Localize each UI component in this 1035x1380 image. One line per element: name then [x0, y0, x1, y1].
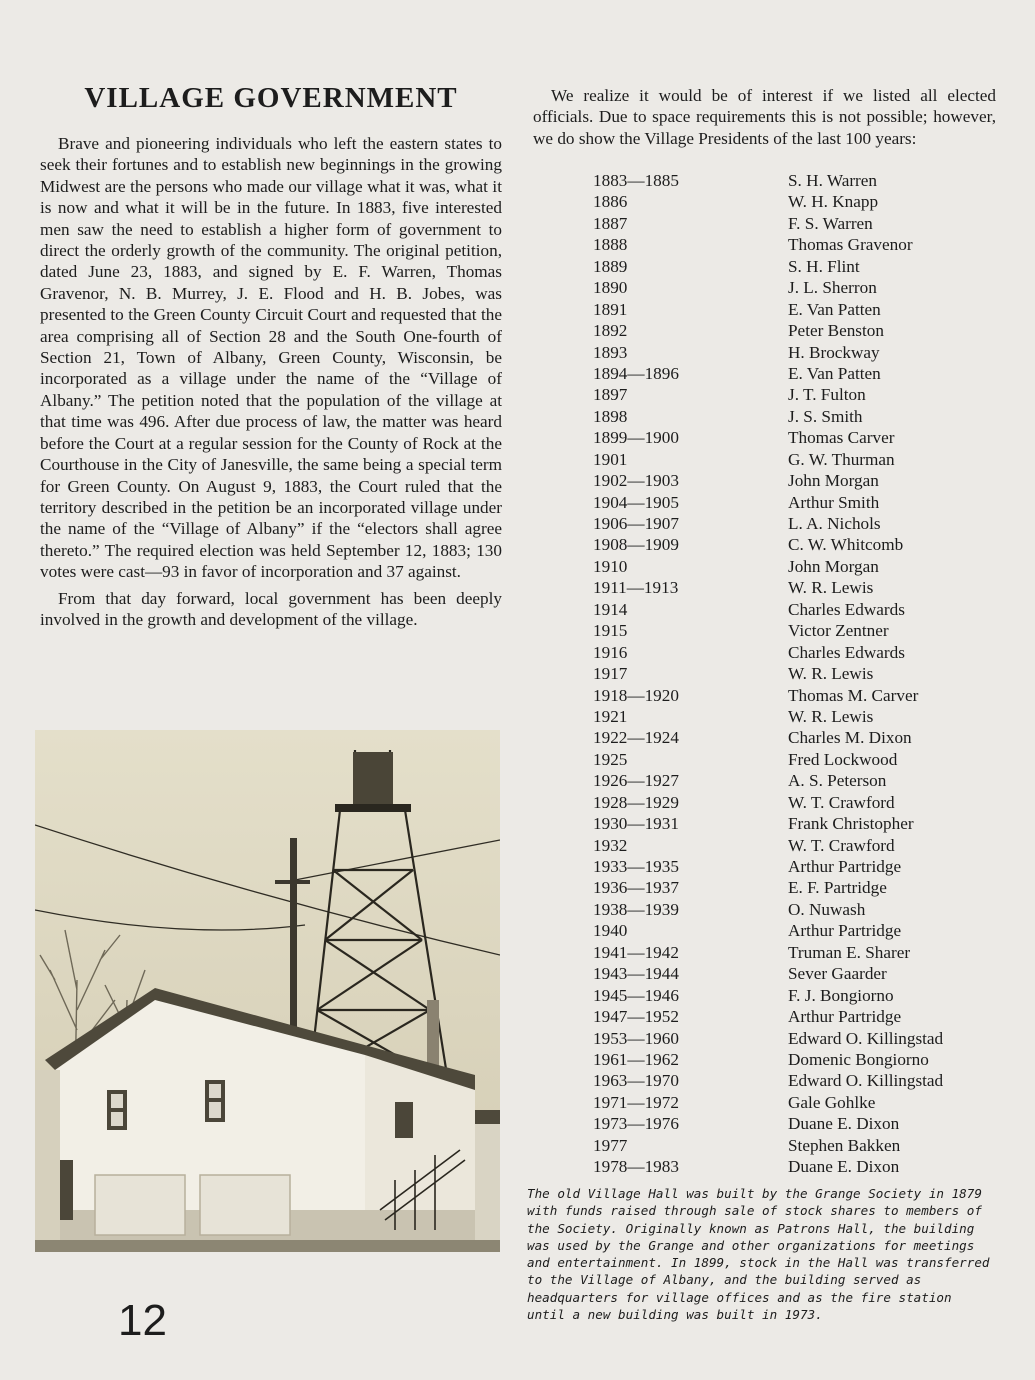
president-name: W. T. Crawford [788, 835, 895, 855]
president-row [593, 1006, 993, 1027]
president-name: A. S. Peterson [788, 771, 887, 791]
president-years: 1971—1972 [593, 1092, 679, 1112]
president-years: 1898 [593, 406, 628, 426]
president-years: 1953—1960 [593, 1028, 679, 1048]
presidents-intro [533, 85, 996, 149]
president-row [593, 256, 993, 277]
president-years: 1941—1942 [593, 942, 679, 962]
president-years: 1940 [593, 921, 628, 941]
president-name: Arthur Partridge [788, 1007, 902, 1027]
president-row [593, 1070, 993, 1091]
president-name: Charles Edwards [788, 642, 905, 662]
president-name: W. R. Lewis [788, 578, 874, 598]
president-years: 1915 [593, 621, 628, 641]
president-years: 1926—1927 [593, 771, 679, 791]
president-row [593, 899, 993, 920]
president-name: W. R. Lewis [788, 664, 874, 684]
president-years: 1883—1885 [593, 171, 679, 190]
page-title: VILLAGE GOVERNMENT [84, 82, 458, 114]
president-row [593, 706, 993, 727]
president-years: 1917 [593, 664, 628, 684]
president-years: 1891 [593, 299, 628, 319]
president-years: 1977 [593, 1135, 628, 1155]
president-name: Frank Christopher [788, 814, 914, 834]
president-years: 1916 [593, 642, 628, 662]
president-name: E. F. Partridge [788, 878, 887, 898]
president-row [593, 727, 993, 748]
president-row [593, 513, 993, 534]
president-row [593, 642, 993, 663]
president-row [593, 1113, 993, 1134]
president-years: 1938—1939 [593, 899, 679, 919]
president-years: 1930—1931 [593, 814, 679, 834]
president-name: W. R. Lewis [788, 706, 874, 726]
page-number: 12 [118, 1296, 167, 1345]
caption-text: The old Village Hall was built by the Grange Society in 1879 with funds raised through sale of stock shares to members of the Society. Originally known as Patrons Hall, the building was used by the Grange and other organizations for meetings and entertainment. In 1899, stock in the Hall was transferred to the Village of Albany, and the building served as headquarters for village offices and as the fire station until a new building was built in 1973. [527, 1186, 990, 1323]
president-name: S. H. Warren [788, 171, 877, 190]
president-years: 1886 [593, 192, 628, 212]
president-years: 1922—1924 [593, 728, 679, 748]
president-years: 1914 [593, 599, 628, 619]
president-name: Charles M. Dixon [788, 728, 912, 748]
president-name: Domenic Bongiorno [788, 1049, 929, 1069]
president-years: 1932 [593, 835, 628, 855]
intro-paragraph: We realize it would be of interest if we listed all elected officials. Due to space requirements this is not possible; however, we do show the Village Presidents of the last 100 years: [533, 86, 996, 148]
history-paragraph: From that day forward, local government has been deeply involved in the growth and development of the village. [40, 588, 502, 629]
village-hall-photo [35, 730, 500, 1252]
president-name: H. Brockway [788, 342, 880, 362]
president-row [593, 277, 993, 298]
president-years: 1897 [593, 385, 628, 405]
president-name: Truman E. Sharer [788, 942, 911, 962]
president-name: J. L. Sherron [788, 278, 877, 298]
president-years: 1918—1920 [593, 685, 679, 705]
president-row [593, 427, 993, 448]
president-row [593, 920, 993, 941]
president-name: W. H. Knapp [788, 192, 879, 212]
president-name: Duane E. Dixon [788, 1157, 900, 1177]
president-row [593, 856, 993, 877]
president-name: Fred Lockwood [788, 749, 898, 769]
president-years: 1899—1900 [593, 428, 679, 448]
president-name: J. S. Smith [788, 406, 863, 426]
president-row [593, 406, 993, 427]
president-name: Edward O. Killingstad [788, 1071, 944, 1091]
president-years: 1961—1962 [593, 1049, 679, 1069]
president-years: 1902—1903 [593, 471, 679, 491]
president-row [593, 556, 993, 577]
president-name: Charles Edwards [788, 599, 905, 619]
president-name: Arthur Partridge [788, 857, 902, 876]
president-years: 1911—1913 [593, 578, 679, 598]
president-years: 1921 [593, 706, 628, 726]
president-name: Peter Benston [788, 321, 884, 341]
photo-caption [527, 1185, 997, 1323]
president-name: Thomas Gravenor [788, 235, 913, 255]
president-years: 1947—1952 [593, 1007, 679, 1027]
president-row [593, 191, 993, 212]
president-name: E. Van Patten [788, 363, 881, 383]
president-row [593, 942, 993, 963]
president-years: 1894—1896 [593, 363, 679, 383]
president-name: C. W. Whitcomb [788, 535, 904, 555]
president-row [593, 685, 993, 706]
president-row [593, 342, 993, 363]
president-row [593, 1092, 993, 1113]
president-row [593, 749, 993, 770]
president-row [593, 1049, 993, 1070]
president-row [593, 577, 993, 598]
president-name: Duane E. Dixon [788, 1114, 900, 1134]
president-name: John Morgan [788, 471, 879, 491]
president-row [593, 363, 993, 384]
president-years: 1978—1983 [593, 1157, 679, 1177]
president-name: L. A. Nichols [788, 514, 881, 533]
presidents-list [593, 170, 993, 1178]
president-years: 1890 [593, 278, 628, 298]
president-row [593, 877, 993, 898]
president-row [593, 492, 993, 513]
president-years: 1888 [593, 235, 628, 255]
president-row [593, 985, 993, 1006]
president-row [593, 663, 993, 684]
president-years: 1945—1946 [593, 985, 679, 1005]
president-years: 1910 [593, 556, 628, 576]
president-name: F. S. Warren [788, 213, 873, 233]
president-row [593, 620, 993, 641]
president-years: 1928—1929 [593, 792, 679, 812]
president-row [593, 299, 993, 320]
president-name: W. T. Crawford [788, 792, 895, 812]
president-years: 1908—1909 [593, 535, 679, 555]
president-years: 1887 [593, 213, 628, 233]
president-row [593, 534, 993, 555]
president-name: E. Van Patten [788, 299, 881, 319]
president-row [593, 599, 993, 620]
president-row [593, 234, 993, 255]
president-name: Arthur Partridge [788, 921, 902, 941]
president-years: 1893 [593, 342, 628, 362]
president-name: G. W. Thurman [788, 449, 895, 469]
president-row [593, 1135, 993, 1156]
president-years: 1901 [593, 449, 628, 469]
president-row [593, 320, 993, 341]
president-row [593, 792, 993, 813]
president-row [593, 770, 993, 791]
president-years: 1906—1907 [593, 514, 679, 533]
president-years: 1936—1937 [593, 878, 679, 898]
president-row [593, 1156, 993, 1177]
president-name: Stephen Bakken [788, 1135, 901, 1155]
president-name: Thomas M. Carver [788, 685, 919, 705]
president-years: 1904—1905 [593, 492, 679, 512]
president-name: O. Nuwash [788, 899, 866, 919]
president-name: Sever Gaarder [788, 964, 887, 984]
president-row [593, 213, 993, 234]
history-text [40, 133, 502, 635]
president-name: Victor Zentner [788, 621, 889, 641]
president-years: 1963—1970 [593, 1071, 679, 1091]
president-name: S. H. Flint [788, 256, 860, 276]
president-row [593, 449, 993, 470]
history-paragraph: Brave and pioneering individuals who left the eastern states to seek their fortunes and to establish new beginnings in the growing Midwest are the persons who made our village what it was, what it is now and what it will be in the future. In 1883, five interested men saw the need to establish a higher form of government to direct the orderly growth of the community. The original petition, dated June 23, 1883, and signed by E. F. Warren, Thomas Gravenor, N. B. Murrey, J. E. Flood and H. B. Jobes, was presented to the Green County Circuit Court and requested that the area comprising all of Section 28 and the South One-fourth of Section 21, Town of Albany, Green County, Wisconsin, be incorporated as a village under the name of the “Village of Albany.” The petition noted that the population of the village at that time was 496. After due process of law, the matter was heard before the Court at a regular session for the County of Rock at the Courthouse in the City of Janesville, the same being a special term for Green County. On August 9, 1883, the Court ruled that the territory described in the petition be an incorporated village under the name of the “Village of Albany” if the “electors shall agree thereto.” The required election was held September 12, 1883; 130 votes were cast—93 in favor of incorporation and 37 against. [40, 134, 502, 582]
president-row [593, 384, 993, 405]
president-name: John Morgan [788, 556, 879, 576]
president-row [593, 813, 993, 834]
president-years: 1892 [593, 321, 628, 341]
president-name: Gale Gohlke [788, 1092, 876, 1112]
president-name: J. T. Fulton [788, 385, 866, 405]
president-years: 1933—1935 [593, 857, 679, 876]
president-row [593, 963, 993, 984]
president-row [593, 170, 993, 191]
president-years: 1925 [593, 749, 628, 769]
president-years: 1973—1976 [593, 1114, 679, 1134]
president-name: F. J. Bongiorno [788, 985, 894, 1005]
president-years: 1889 [593, 256, 628, 276]
president-years: 1943—1944 [593, 964, 679, 984]
president-row [593, 1028, 993, 1049]
president-name: Thomas Carver [788, 428, 895, 448]
president-name: Edward O. Killingstad [788, 1028, 944, 1048]
president-row [593, 470, 993, 491]
president-row [593, 835, 993, 856]
president-name: Arthur Smith [788, 492, 880, 512]
